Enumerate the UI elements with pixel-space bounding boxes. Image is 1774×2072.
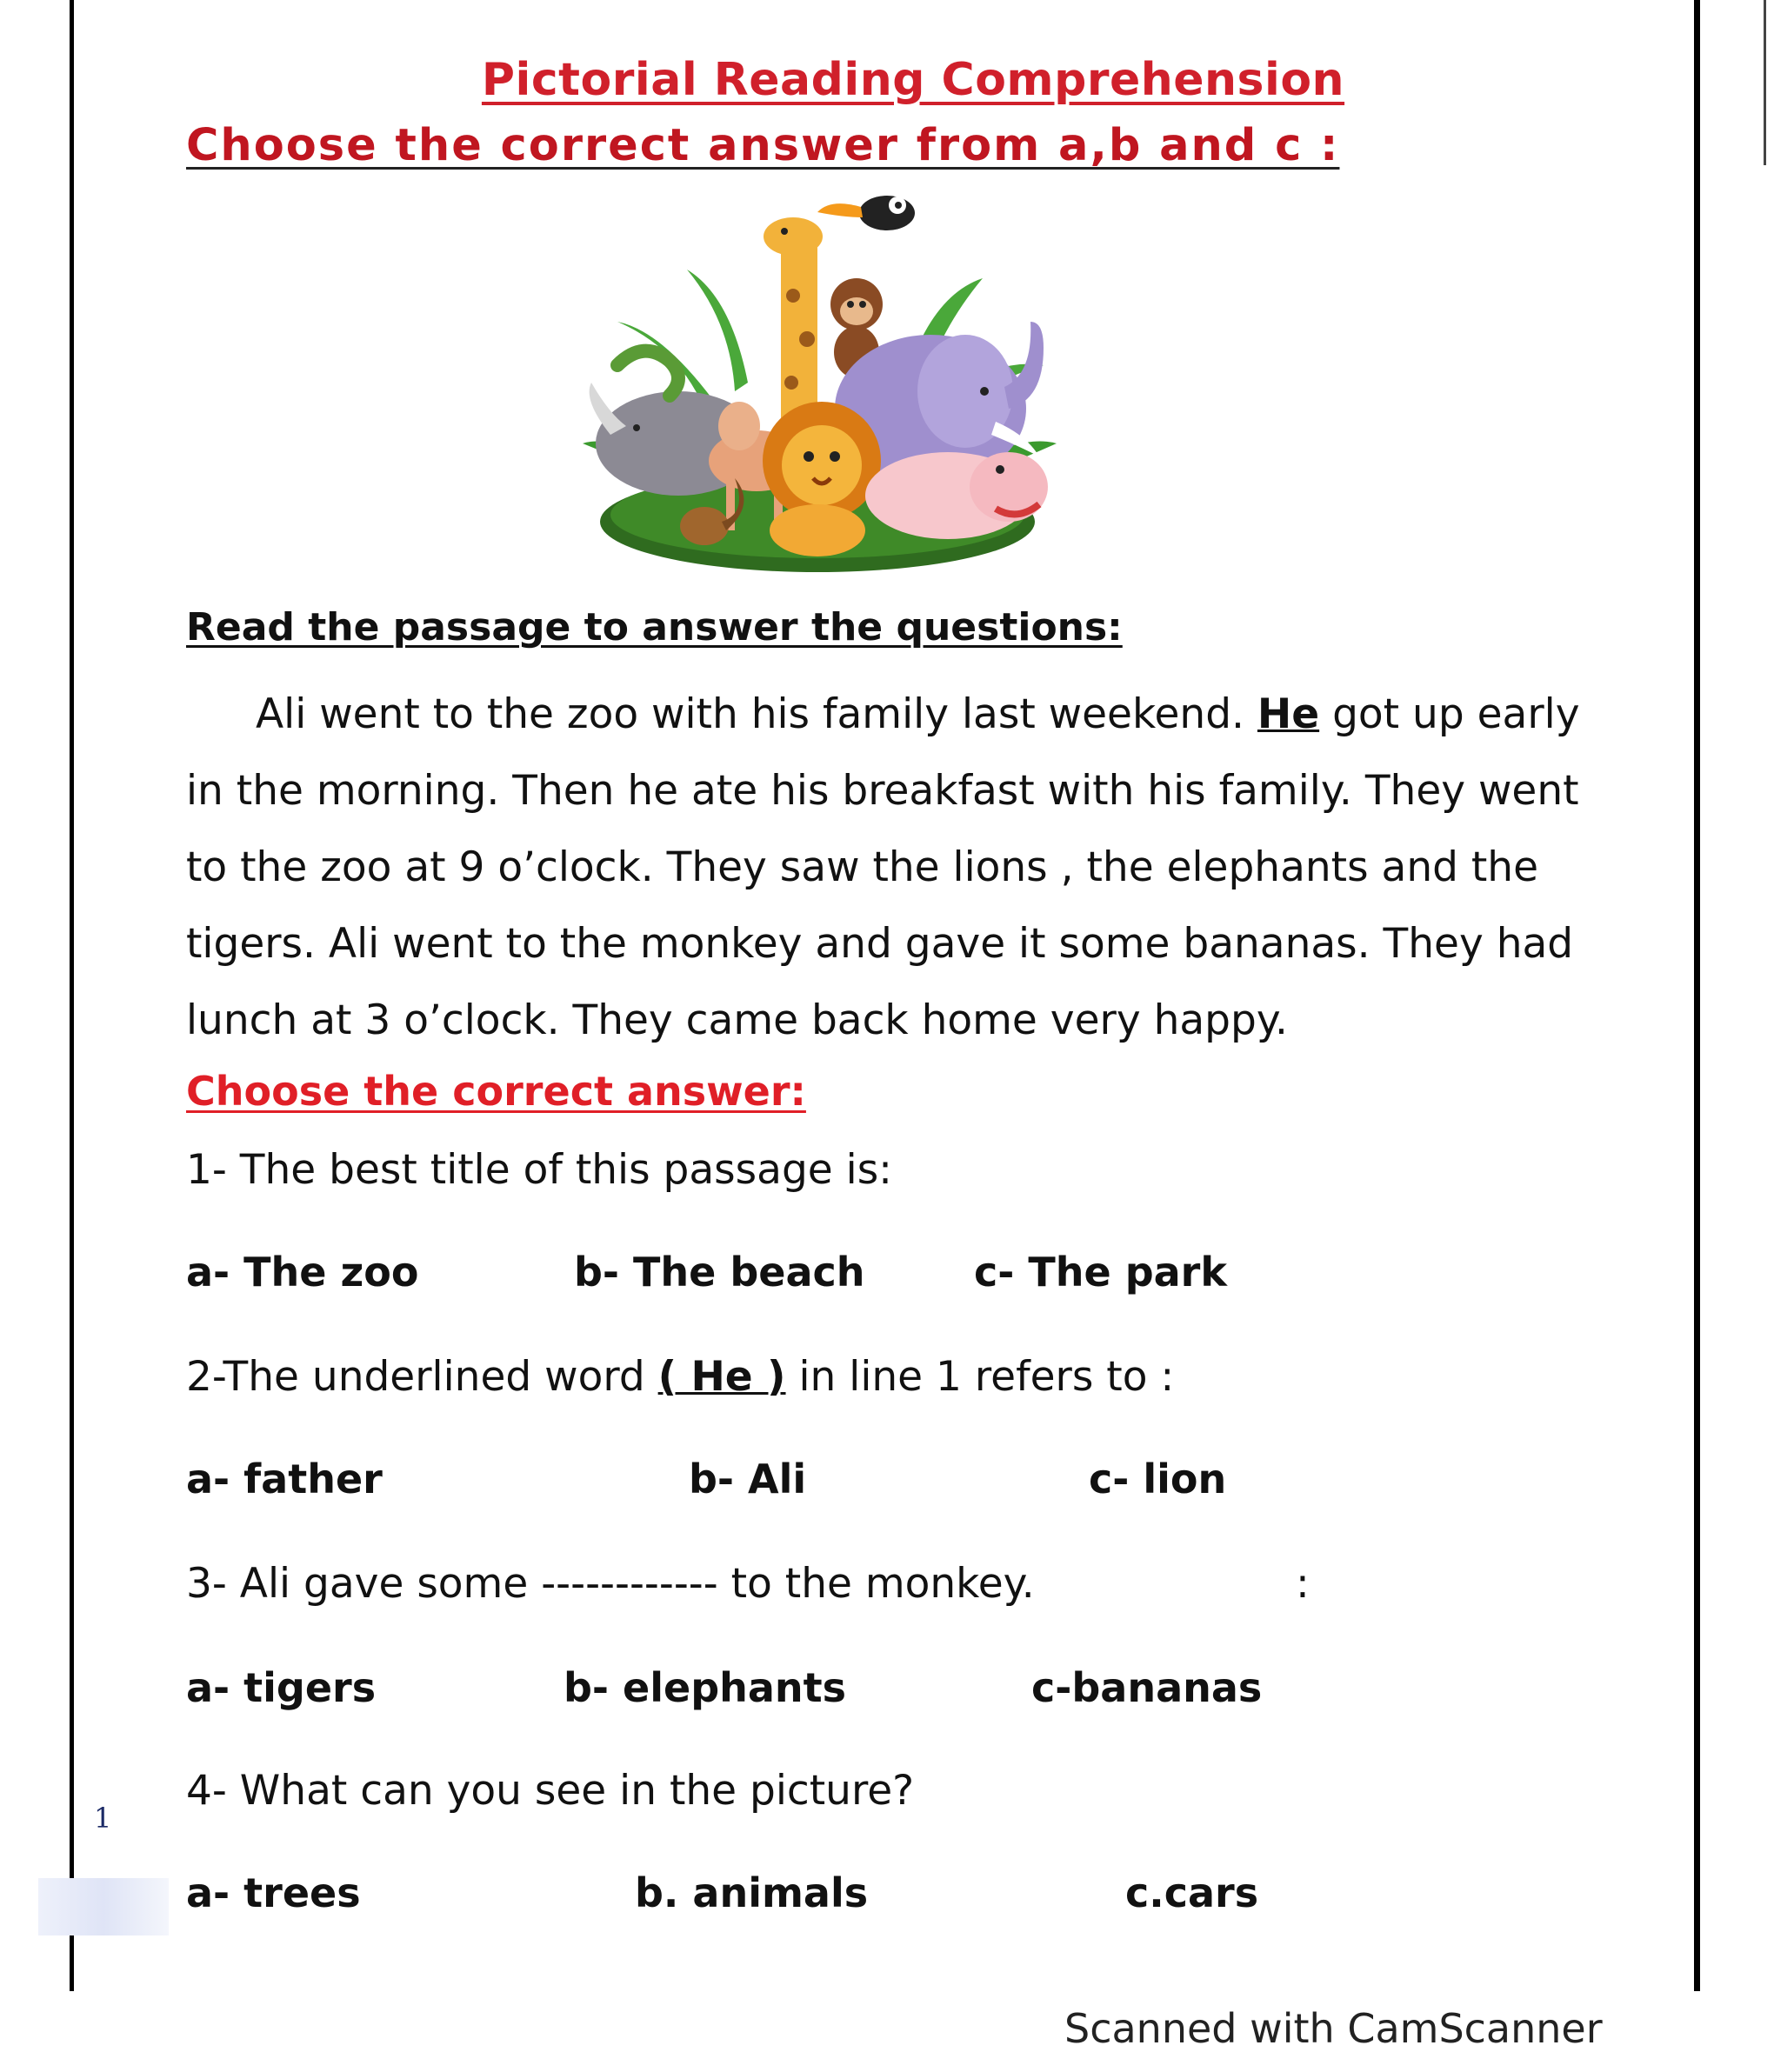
q1-option-b: b- The beach <box>574 1249 865 1296</box>
q4-option-b: b. animals <box>635 1869 869 1916</box>
q3-option-a: a- tigers <box>186 1664 377 1711</box>
passage-start: Ali went to the zoo with his family last weekend. <box>256 690 1257 738</box>
question-3: 3- Ali gave some ------------ to the monkey. <box>186 1560 1035 1608</box>
zoo-animals-illustration <box>557 174 1078 583</box>
q1-option-c: c- The park <box>974 1249 1227 1296</box>
q4-option-a: a- trees <box>186 1869 361 1916</box>
question-2-underlined: ( He ) <box>657 1353 786 1401</box>
passage <box>186 676 1630 1059</box>
question-2-after: in line 1 refers to : <box>785 1353 1175 1401</box>
left-border-line <box>70 0 74 1991</box>
passage-text <box>186 676 1630 1059</box>
right-border-line <box>1694 0 1700 1991</box>
passage-heading: Read the passage to answer the questions: <box>186 605 1123 650</box>
q3-option-b: b- elephants <box>564 1664 847 1711</box>
snake-icon <box>617 351 678 396</box>
question-3-trailing-colon: : <box>1296 1560 1310 1608</box>
questions-heading: Choose the correct answer: <box>186 1068 806 1115</box>
question-4: 4- What can you see in the picture? <box>186 1767 915 1815</box>
question-1: 1- The best title of this passage is: <box>186 1146 893 1194</box>
passage-underlined-he: He <box>1257 690 1320 738</box>
page-number: 1 <box>94 1802 112 1835</box>
lion-icon <box>763 402 881 556</box>
question-2 <box>186 1353 1174 1401</box>
q2-option-b: b- Ali <box>689 1456 807 1502</box>
q3-option-c: c-bananas <box>1031 1664 1263 1711</box>
page-title: Pictorial Reading Comprehension <box>481 54 1345 106</box>
q2-option-a: a- father <box>186 1456 383 1502</box>
passage-rest: got up early in the morning. Then he ate his breakfast with his family. They went to the zoo at 9 o’clock. They saw the lions , the elephants and the tigers. Ali went to the monkey and gave it some bananas. They had lunch at 3 o’clock. They came back home very happy. <box>186 690 1580 1044</box>
scanner-watermark: Scanned with CamScanner <box>1064 2005 1603 2052</box>
q1-option-a: a- The zoo <box>186 1249 419 1296</box>
instruction: Choose the correct answer from a,b and c : <box>186 120 1340 171</box>
question-2-before: 2-The underlined word <box>186 1353 658 1401</box>
scan-artifact <box>38 1878 169 1935</box>
q2-option-c: c- lion <box>1089 1456 1227 1502</box>
q4-option-c: c.cars <box>1125 1869 1259 1916</box>
toucan-icon <box>817 196 915 230</box>
